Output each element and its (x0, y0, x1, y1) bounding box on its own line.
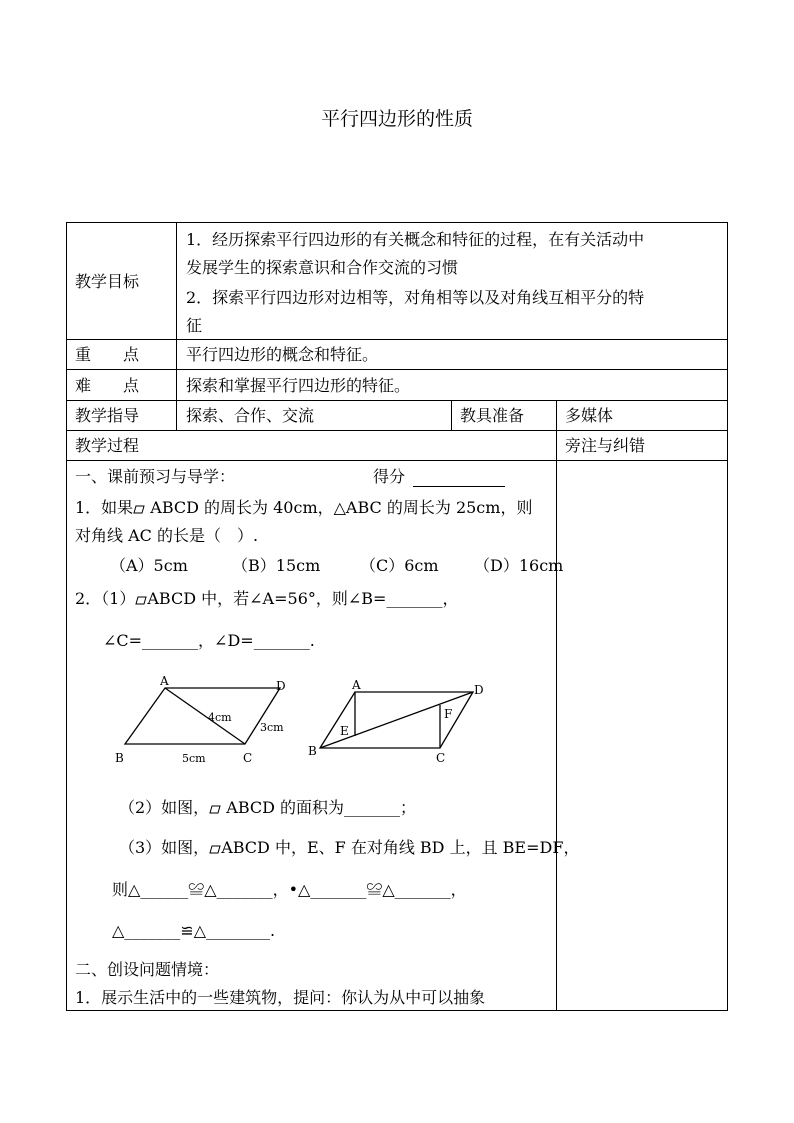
parallelogram-icon (135, 596, 147, 605)
point-label-e: E (340, 724, 349, 738)
question-2-line2: ∠C=_______，∠D=_______. (103, 631, 315, 650)
goal-line: 征 (186, 316, 203, 335)
difficulty-label: 难 点 (75, 376, 140, 395)
table-border-bottom (66, 1010, 728, 1011)
teaching-tools-value: 多媒体 (565, 406, 614, 425)
question-2-part3-line3: △_______≌△________. (112, 921, 276, 940)
question-1-text: ABCD 的周长为 40cm，△ABC 的周长为 25cm，则 (145, 498, 533, 517)
goal-label: 教学目标 (75, 272, 140, 291)
question-2-part3-prefix: （3）如图， (119, 838, 210, 857)
notes-label: 旁注与纠错 (565, 436, 646, 455)
question-2-part2-text: ABCD 的面积为_______； (221, 798, 417, 817)
question-3: 1．展示生活中的一些建筑物，提问：你认为从中可以抽象 (75, 988, 486, 1007)
key-point-label: 重 点 (75, 345, 140, 364)
length-label-bc: 5cm (182, 752, 206, 765)
question-2-part3 (119, 838, 579, 858)
goal-line: 1．经历探索平行四边形的有关概念和特征的过程，在有关活动中 (186, 230, 645, 249)
option-c: （C）6cm (360, 556, 439, 575)
figure-parallelogram-2 (303, 676, 503, 768)
question-2-part3-line2: 则△______≌△_______，•△_______≌△_______， (112, 880, 467, 899)
goal-line: 发展学生的探索意识和合作交流的习惯 (186, 258, 459, 277)
table-border-left (66, 222, 67, 1011)
point-label-f: F (444, 707, 453, 721)
table-rule (66, 339, 728, 340)
goal-line: 2．探索平行四边形对边相等，对角相等以及对角线互相平分的特 (186, 288, 645, 307)
table-rule (66, 460, 728, 461)
table-border-right (727, 222, 728, 1011)
vertex-label-b: B (115, 751, 124, 765)
option-a: （A）5cm (110, 556, 188, 575)
option-d: （D）16cm (474, 556, 564, 575)
table-column-divider (451, 400, 452, 430)
question-2-text: ABCD 中，若∠A=56°，则∠B=_______， (147, 589, 459, 608)
process-label: 教学过程 (75, 436, 140, 455)
vertex-label-c: C (243, 751, 253, 765)
vertex-label-d: D (276, 679, 286, 693)
section-heading: 二、创设问题情境： (75, 960, 220, 979)
question-1-prefix: 1．如果 (75, 498, 134, 517)
question-2-part3-text: ABCD 中，E、F 在对角线 BD 上，且 BE=DF， (221, 838, 580, 857)
parallelogram-abcd-shape (125, 688, 280, 744)
table-rule (66, 369, 728, 370)
diagonal-ac (165, 688, 245, 744)
score-label: 得分 (373, 467, 406, 486)
parallelogram-icon (209, 845, 221, 854)
vertex-label-a: A (352, 678, 361, 692)
teaching-tools-label: 教具准备 (460, 406, 525, 425)
difficulty-value: 探索和掌握平行四边形的特征。 (186, 376, 411, 395)
figure-parallelogram-1 (110, 676, 300, 768)
vertex-label-c: C (436, 751, 446, 765)
page-title: 平行四边形的性质 (320, 108, 473, 130)
option-b: （B）15cm (232, 556, 321, 575)
section-heading: 一、课前预习与导学： (75, 467, 236, 486)
parallelogram-icon (209, 805, 221, 814)
question-1 (75, 498, 532, 518)
guidance-value: 探索、合作、交流 (186, 406, 315, 425)
table-column-divider (556, 400, 557, 1011)
question-2 (75, 589, 458, 609)
parallelogram-icon (133, 505, 145, 514)
vertex-label-d: D (474, 683, 484, 697)
length-label-cd: 3cm (260, 721, 284, 734)
table-border-top (66, 222, 728, 223)
score-blank (413, 486, 505, 487)
vertex-label-a: A (160, 676, 169, 688)
question-2-prefix: 2．（1） (75, 589, 136, 608)
table-rule (66, 400, 728, 401)
table-rule (66, 430, 728, 431)
guidance-label: 教学指导 (75, 406, 140, 425)
key-point-value: 平行四边形的概念和特征。 (186, 345, 379, 364)
question-1-line2: 对角线 AC 的长是（ ）. (75, 526, 259, 545)
table-column-divider (176, 222, 177, 430)
question-2-part2 (119, 798, 416, 818)
question-2-part2-prefix: （2）如图， (119, 798, 210, 817)
vertex-label-b: B (308, 744, 317, 758)
length-label-ac: 4cm (208, 711, 232, 724)
